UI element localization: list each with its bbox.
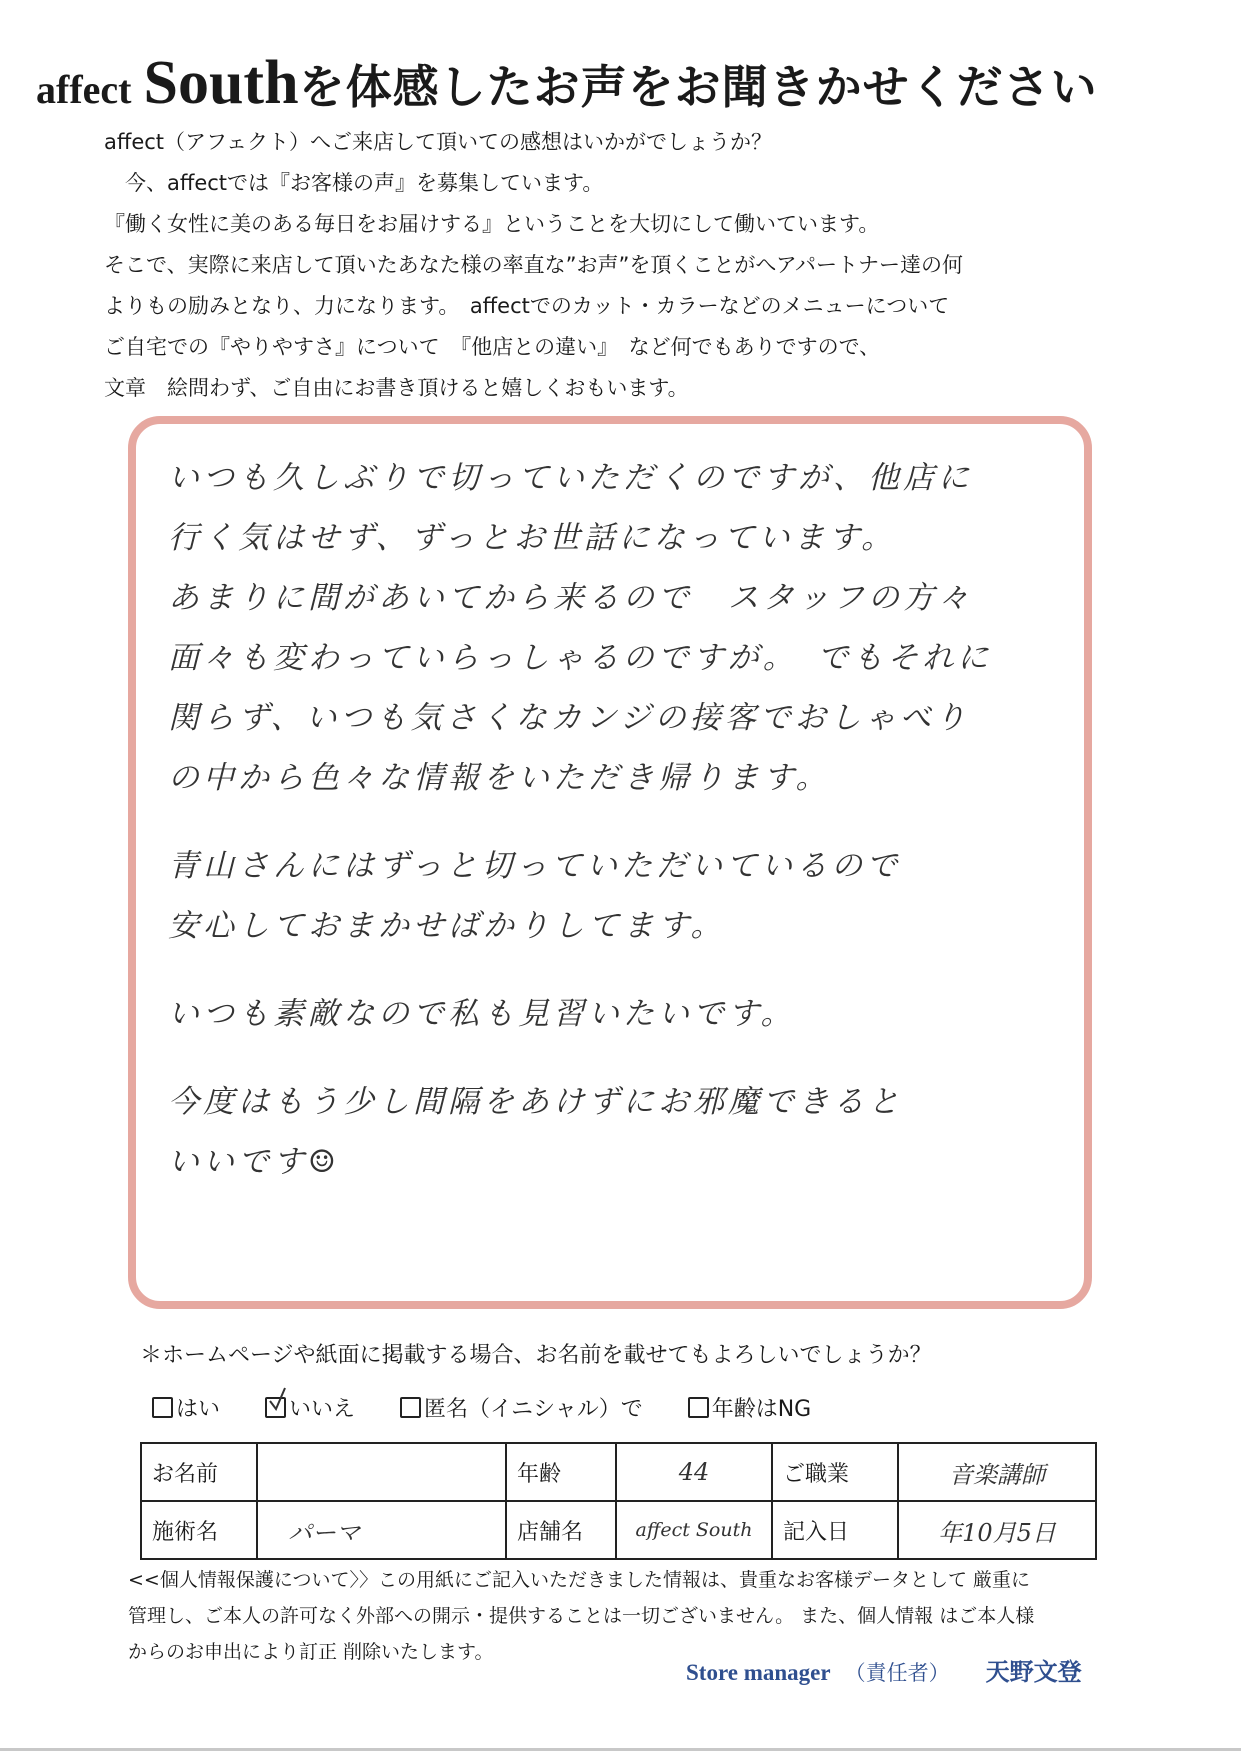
- age-field[interactable]: 44: [616, 1443, 772, 1501]
- manager-role: （責任者）: [844, 1661, 950, 1685]
- message-line: いつも久しぶりで切っていただくのですが、他店に: [168, 460, 973, 496]
- name-field[interactable]: [257, 1443, 506, 1501]
- message-line: 関らず、いつも気さくなカンジの接客でおしゃべり: [168, 700, 970, 736]
- bottom-divider: [0, 1748, 1241, 1751]
- consent-options: [152, 1392, 849, 1423]
- manager-name: 天野文登: [985, 1660, 1082, 1686]
- message-line: 青山さんにはずっと切っていただいているので: [168, 848, 902, 884]
- option-label: 年齢はNG: [711, 1397, 812, 1422]
- message-line: 面々も変わっていらっしゃるのですが。 でもそれに: [168, 640, 993, 676]
- message-line: あまりに間があいてから来るので スタッフの方々: [168, 580, 973, 616]
- intro-line: 今、affectでは『お客様の声』を募集しています。: [104, 171, 604, 195]
- brand-affect: affect: [36, 67, 132, 112]
- date-field[interactable]: 年10月5日: [898, 1501, 1096, 1559]
- store-manager: [686, 1652, 1082, 1687]
- handwritten-message: [168, 448, 1098, 1192]
- option-age-ng[interactable]: [688, 1392, 812, 1423]
- checkbox-no[interactable]: [265, 1397, 286, 1418]
- message-line: いつも素敵なので私も見習いたいです。: [168, 996, 796, 1032]
- option-yes[interactable]: [152, 1392, 220, 1423]
- table-row: [141, 1501, 1096, 1559]
- checkbox-anonymous[interactable]: [400, 1397, 421, 1418]
- page-title: [36, 48, 1216, 118]
- intro-line: affect（アフェクト）へご来店して頂いての感想はいかがでしょうか？: [104, 130, 772, 154]
- intro-line: よりもの励みとなり、力になります。 affectでのカット・カラーなどのメニューについて: [104, 294, 950, 318]
- intro-text: [104, 122, 1184, 409]
- message-gap: [168, 808, 1098, 836]
- intro-line: ご自宅での『やりやすさ』について 『他店との違い』 など何でもありですので、: [104, 335, 881, 359]
- message-gap: [168, 956, 1098, 984]
- consent-question: ＊ホームページや紙面に掲載する場合、お名前を載せてもよろしいでしょうか？: [140, 1343, 932, 1368]
- message-line: の中から色々な情報をいただき帰ります。: [168, 760, 831, 796]
- date-label: 記入日: [772, 1501, 898, 1559]
- message-line: いいです☺: [168, 1144, 340, 1180]
- table-row: [141, 1443, 1096, 1501]
- info-table: [140, 1442, 1097, 1560]
- brand-south: South: [143, 49, 299, 117]
- service-label: 施術名: [141, 1501, 257, 1559]
- option-anonymous[interactable]: [400, 1392, 643, 1423]
- checkmark-icon: [267, 1387, 289, 1413]
- checkbox-yes[interactable]: [152, 1397, 173, 1418]
- message-line: 行く気はせず、ずっとお世話になっています。: [168, 520, 897, 556]
- message-line: 今度はもう少し間隔をあけずにお邪魔できると: [168, 1084, 903, 1120]
- intro-line: そこで、実際に来店して頂いたあなた様の率直な”お声”を頂くことがへアパートナー達の何: [104, 253, 964, 277]
- privacy-line: <<個人情報保護について〉〉この用紙にご記入いただきました情報は、貴重なお客様データとして 厳重に: [128, 1569, 1031, 1591]
- privacy-line: 管理し、ご本人の許可なく外部への開示・提供することは一切ございません。 また、個人情報 はご本人様: [128, 1605, 1035, 1627]
- message-gap: [168, 1044, 1098, 1072]
- option-label: いいえ: [289, 1397, 356, 1422]
- checkbox-age-ng[interactable]: [688, 1397, 709, 1418]
- intro-line: 文章 絵問わず、ご自由にお書き頂けると嬉しくおもいます。: [104, 376, 689, 400]
- job-label: ご職業: [772, 1443, 898, 1501]
- option-label: 匿名（イニシャル）で: [424, 1397, 643, 1422]
- option-label: はい: [176, 1397, 221, 1422]
- intro-line: 『働く女性に美のある毎日をお届けする』ということを大切にして働いています。: [104, 212, 880, 236]
- age-label: 年齢: [506, 1443, 616, 1501]
- store-label: 店舗名: [506, 1501, 616, 1559]
- name-label: お名前: [141, 1443, 257, 1501]
- job-field[interactable]: 音楽講師: [898, 1443, 1096, 1501]
- option-no[interactable]: [265, 1392, 355, 1423]
- manager-label: Store manager: [686, 1660, 831, 1685]
- privacy-line: からのお申出により訂正 削除いたします。: [128, 1641, 494, 1663]
- message-line: 安心しておまかせばかりしてます。: [168, 908, 726, 944]
- title-text: を体感したお声をお聞きかせください: [298, 60, 1098, 114]
- store-field[interactable]: affect South: [616, 1501, 772, 1559]
- service-field[interactable]: パーマ: [257, 1501, 506, 1559]
